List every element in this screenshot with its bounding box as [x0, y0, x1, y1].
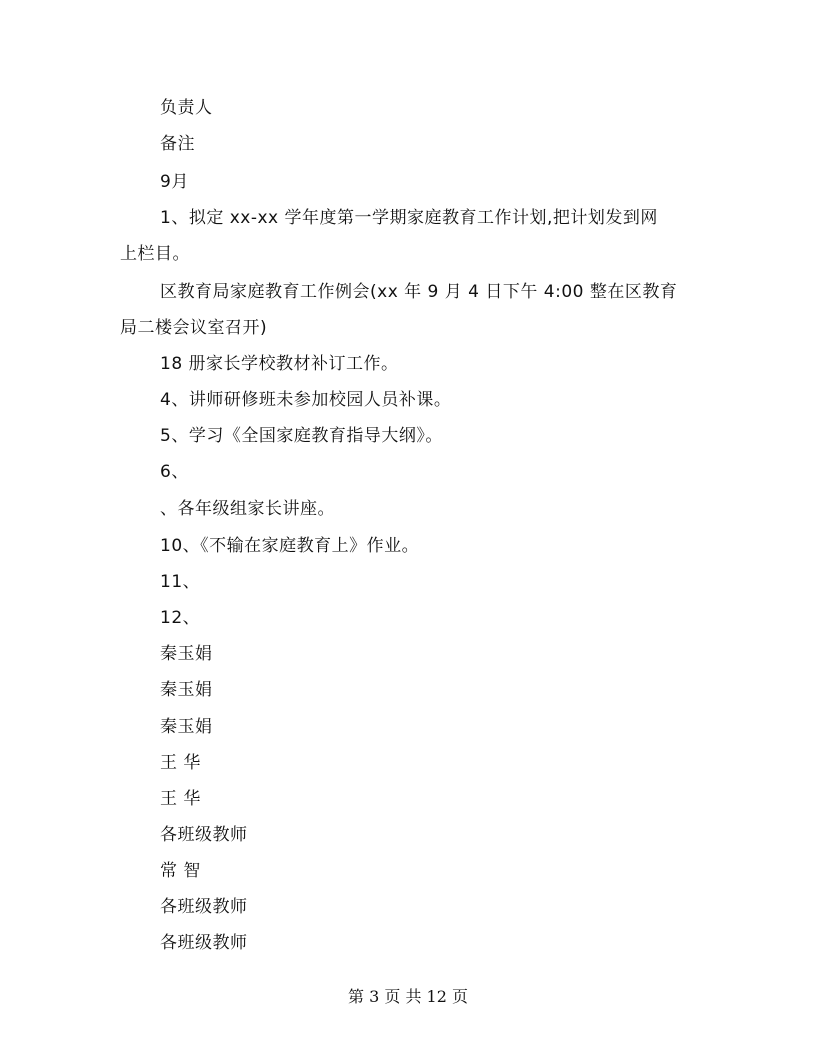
text-line: 常 智: [160, 861, 201, 881]
text-line: 、各年级组家长讲座。: [160, 499, 335, 519]
text-line: 各班级教师: [160, 933, 248, 953]
text-line: 5、学习《全国家庭教育指导大纲》。: [160, 426, 443, 446]
text-line: 王 华: [160, 789, 201, 809]
page-number-footer: 第 3 页 共 12 页: [348, 987, 468, 1006]
text-line: 10、《不输在家庭教育上》作业。: [160, 536, 420, 556]
text-line: 4、讲师研修班未参加校园人员补课。: [160, 390, 452, 410]
text-line: 秦玉娟: [160, 717, 213, 737]
text-line: 区教育局家庭教育工作例会(xx 年 9 月 4 日下午 4:00 整在区教育: [160, 282, 678, 302]
text-line: 18 册家长学校教材补订工作。: [160, 354, 399, 374]
text-line: 12、: [160, 608, 201, 628]
text-line: 各班级教师: [160, 825, 248, 845]
text-line: 局二楼会议室召开): [120, 318, 268, 338]
text-line: 各班级教师: [160, 897, 248, 917]
text-line: 负责人: [160, 98, 213, 118]
text-line: 6、: [160, 462, 189, 482]
text-line: 11、: [160, 572, 201, 592]
text-line: 备注: [160, 134, 195, 154]
text-line: 上栏目。: [120, 244, 190, 264]
text-line: 9月: [160, 172, 189, 192]
text-line: 王 华: [160, 753, 201, 773]
text-line: 秦玉娟: [160, 680, 213, 700]
text-line: 1、拟定 xx-xx 学年度第一学期家庭教育工作计划,把计划发到网: [160, 208, 658, 228]
text-line: 秦玉娟: [160, 644, 213, 664]
